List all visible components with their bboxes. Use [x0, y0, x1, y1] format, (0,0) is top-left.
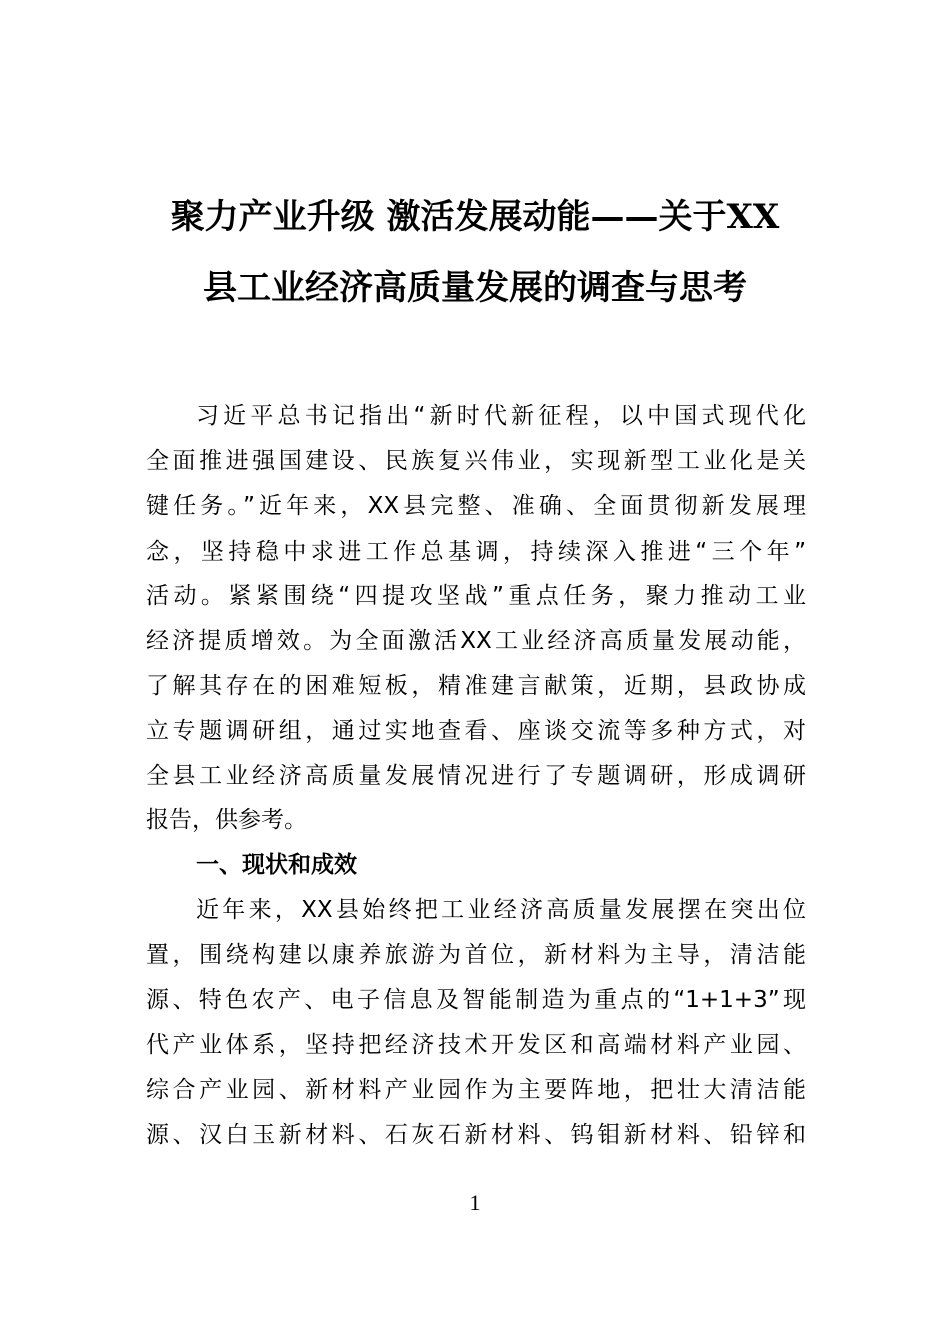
paragraph-line: 全面推进强国建设、民族复兴伟业，实现新型工业化是关	[146, 448, 806, 474]
paragraph-line: 报告，供参考。	[146, 807, 307, 833]
document-title-line-2: 县工业经济高质量发展的调查与思考	[203, 268, 747, 308]
paragraph-line: 全县工业经济高质量发展情况进行了专题调研，形成调研	[146, 763, 806, 789]
paragraph-line: 源、特色农产、电子信息及智能制造为重点的“1+1+3”现	[146, 987, 806, 1013]
paragraph-line: 近年来，XX县始终把工业经济高质量发展摆在突出位	[196, 897, 806, 923]
paragraph-line: 置，围绕构建以康养旅游为首位，新材料为主导，清洁能	[146, 942, 806, 968]
paragraph-line: 代产业体系，坚持把经济技术开发区和高端材料产业园、	[146, 1032, 806, 1058]
paragraph-line: 综合产业园、新材料产业园作为主要阵地，把壮大清洁能	[146, 1077, 806, 1103]
paragraph-line: 源、汉白玉新材料、石灰石新材料、钨钼新材料、铅锌和	[146, 1122, 806, 1148]
paragraph-line: 立专题调研组，通过实地查看、座谈交流等多种方式，对	[146, 718, 806, 744]
paragraph-line: 了解其存在的困难短板，精准建言献策，近期，县政协成	[146, 673, 806, 699]
paragraph-line: 习近平总书记指出“新时代新征程，以中国式现代化	[196, 403, 806, 429]
paragraph-line: 活动。紧紧围绕“四提攻坚战”重点任务，聚力推动工业	[146, 583, 806, 609]
paragraph-line: 键任务。”近年来，XX县完整、准确、全面贯彻新发展理	[146, 493, 806, 519]
document-title-line-1: 聚力产业升级 激活发展动能——关于XX	[170, 197, 780, 237]
paragraph-line: 念，坚持稳中求进工作总基调，持续深入推进“三个年”	[146, 539, 806, 565]
paragraph-line: 经济提质增效。为全面激活XX工业经济高质量发展动能，	[146, 628, 806, 654]
page-number: 1	[469, 1190, 481, 1215]
section-heading: 一、现状和成效	[196, 852, 357, 878]
